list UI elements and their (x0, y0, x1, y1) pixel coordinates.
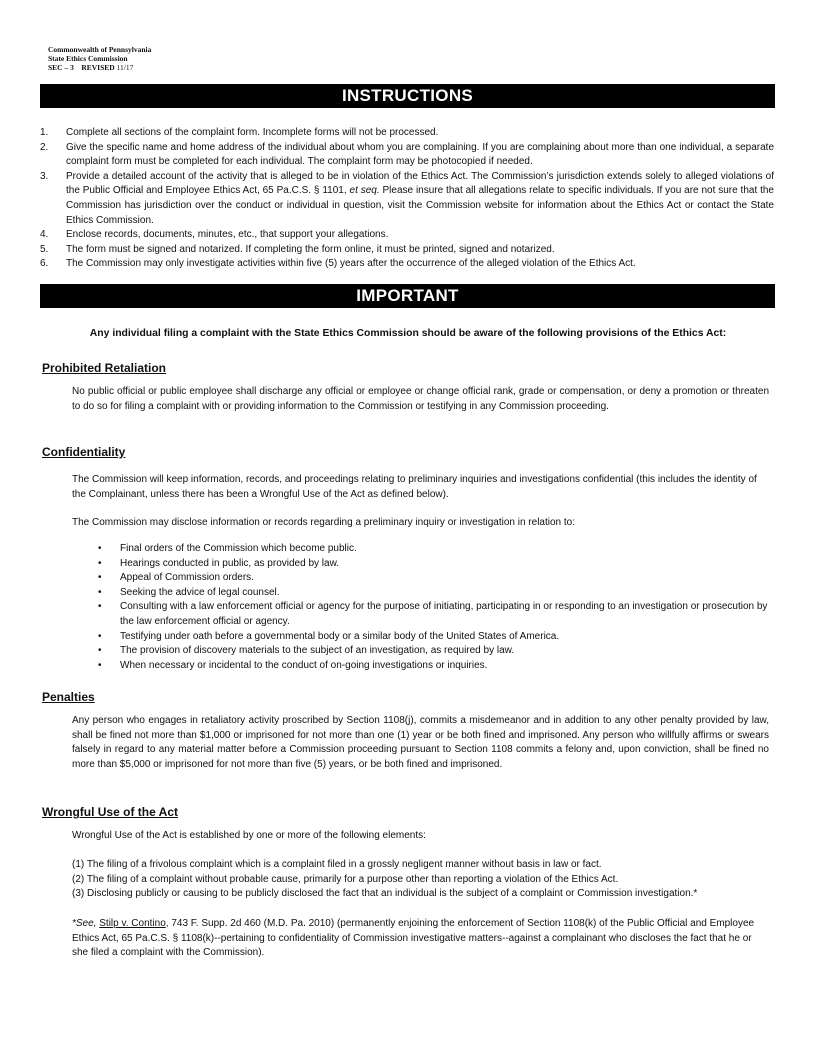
important-banner: IMPORTANT (40, 284, 775, 308)
instruction-item (40, 141, 774, 170)
instruction-number: 6. (40, 258, 49, 270)
bullet-item: • When necessary or incidental to the conduct of on-going investigations or inquiries. (96, 659, 770, 674)
footnote-see-signal: *See, (72, 918, 97, 929)
bullet-item: • Final orders of the Commission which become public. (96, 542, 770, 557)
wrongful-use-element: (2) The filing of a complaint without probable cause, primarily for a purpose other than reporting a violation of the Ethics Act. (72, 873, 619, 885)
footnote-text: , 743 F. Supp. 2d 460 (M.D. Pa. 2010) (permanently enjoining the enforcement of Section 1108(k) of the Public Official and Employee Ethics Act, 65 Pa.C.S. § 1108(k)--pertaining to confidentiality of Commission investigative matters--against a complainant who discloses the fact that he or she filed a complaint with the Commission). (72, 918, 755, 959)
instruction-text: Provide a detailed account of the activity that is alleged to be in violation of the Ethics Act. The Commission’s jurisdiction extends solely to alleged violations of the Public Official and Employee Ethics Act, 65 Pa.C.S. § 1101, (66, 170, 774, 197)
bullet-item: • Testifying under oath before a governmental body or a similar body of the United States of America. (96, 630, 770, 645)
instruction-text: Give the specific name and home address of the individual about whom you are complaining. If you are complaining about more than one individual, a separate complaint form must be completed for each individual. The complaint form may be photocopied if needed. (66, 141, 774, 168)
revised-label: REVISED (81, 63, 115, 72)
instruction-text-continued: Please insure that all allegations relate to specific individuals. If you are not sure that the Commission has jurisdiction over the conduct or individual in question, visit the Commission website for information about the Ethics Act or contact the State Ethics Commission. (66, 185, 774, 226)
bullet-item: • Hearings conducted in public, as provided by law. (96, 557, 770, 572)
instruction-text: The form must be signed and notarized. If completing the form online, it must be printed, signed and notarized. (66, 243, 555, 255)
important-intro: Any individual filing a complaint with the State Ethics Commission should be aware of the following provisions of the Ethics Act: (89, 328, 727, 339)
bullet-item: • The provision of discovery materials to the subject of an investigation, as required by law. (96, 644, 770, 659)
header-commission-line: State Ethics Commission (48, 54, 128, 63)
wrongful-use-elements (72, 858, 769, 902)
disclosure-bullet-list (96, 542, 770, 673)
instruction-item (40, 243, 774, 258)
bullet-item: • Seeking the advice of legal counsel. (96, 586, 770, 601)
instructions-banner: INSTRUCTIONS (40, 84, 775, 108)
retaliation-paragraph: No public official or public employee shall discharge any official or employee or change official rank, grade or compensation, or deny a promotion or threaten to do so for filing a complaint with or providing information to the Commission or testifying in any Commission proceeding. (72, 386, 769, 412)
instruction-item (40, 126, 774, 141)
instruction-item (40, 228, 774, 243)
footnote-case-name: Stilp v. Contino (99, 918, 166, 929)
form-header (48, 45, 151, 72)
instruction-text: Enclose records, documents, minutes, etc., that support your allegations. (66, 229, 389, 241)
section-title-wrongful-use: Wrongful Use of the Act (42, 805, 178, 819)
form-code: SEC – 3 (48, 63, 74, 72)
instruction-number: 4. (40, 229, 49, 241)
penalties-paragraph: Any person who engages in retaliatory activity proscribed by Section 1108(j), commits a misdemeanor and in addition to any other penalty provided by law, shall be fined not more than $1,000 or imprisoned for not more than one (1) year or be both fined and imprisoned. Any person who willfully affirms or swears falsely in regard to any material matter before a Commission proceeding pursuant to Section 1108 commits a felony and, upon conviction, shall be fined no more than $5,000 or imprisoned for not more than five (5) years, or be both fined and imprisoned. (72, 715, 769, 770)
wrongful-use-intro: Wrongful Use of the Act is established by one or more of the following elements: (72, 830, 426, 841)
instruction-item (40, 170, 774, 228)
footnote (72, 917, 769, 961)
instruction-number: 1. (40, 127, 49, 138)
instruction-number: 3. (40, 170, 49, 182)
section-title-confidentiality: Confidentiality (42, 445, 126, 459)
section-title-prohibited-retaliation: Prohibited Retaliation (42, 361, 167, 375)
wrongful-use-element: (3) Disclosing publicly or causing to be publicly disclosed the fact that an individual is the subject of a complaint or Commission investigation.* (72, 888, 698, 900)
instruction-number: 5. (40, 243, 49, 255)
instruction-number: 2. (40, 141, 49, 153)
instruction-item (40, 257, 774, 272)
instruction-text: Complete all sections of the complaint form. Incomplete forms will not be processed. (66, 127, 439, 138)
header-agency-line: Commonwealth of Pennsylvania (48, 45, 152, 54)
section-title-penalties: Penalties (42, 690, 95, 704)
instructions-list (40, 126, 774, 272)
bullet-item: • Appeal of Commission orders. (96, 571, 770, 586)
wrongful-use-element: (1) The filing of a frivolous complaint which is a complaint filed in a grossly negligent manner without basis in law or fact. (72, 859, 602, 870)
confidentiality-paragraph-1: The Commission will keep information, records, and proceedings relating to preliminary inquiries and investigations confidential (this includes the identity of the Complainant, unless there has been a Wrongful Use of the Act as defined below). (72, 474, 757, 500)
instruction-text: The Commission may only investigate activities within five (5) years after the occurrence of the alleged violation of the Ethics Act. (66, 258, 636, 270)
revised-date: 11/17 (116, 63, 134, 72)
confidentiality-paragraph-2: The Commission may disclose information or records regarding a preliminary inquiry or investigation in relation to: (72, 517, 575, 528)
bullet-item: • Consulting with a law enforcement official or agency for the purpose of initiating, participating in or responding to an investigation or prosecution by the law enforcement official or agency. (96, 600, 770, 629)
header-form-code-line (48, 63, 151, 72)
instruction-citation-emphasis: et seq. (349, 185, 380, 197)
